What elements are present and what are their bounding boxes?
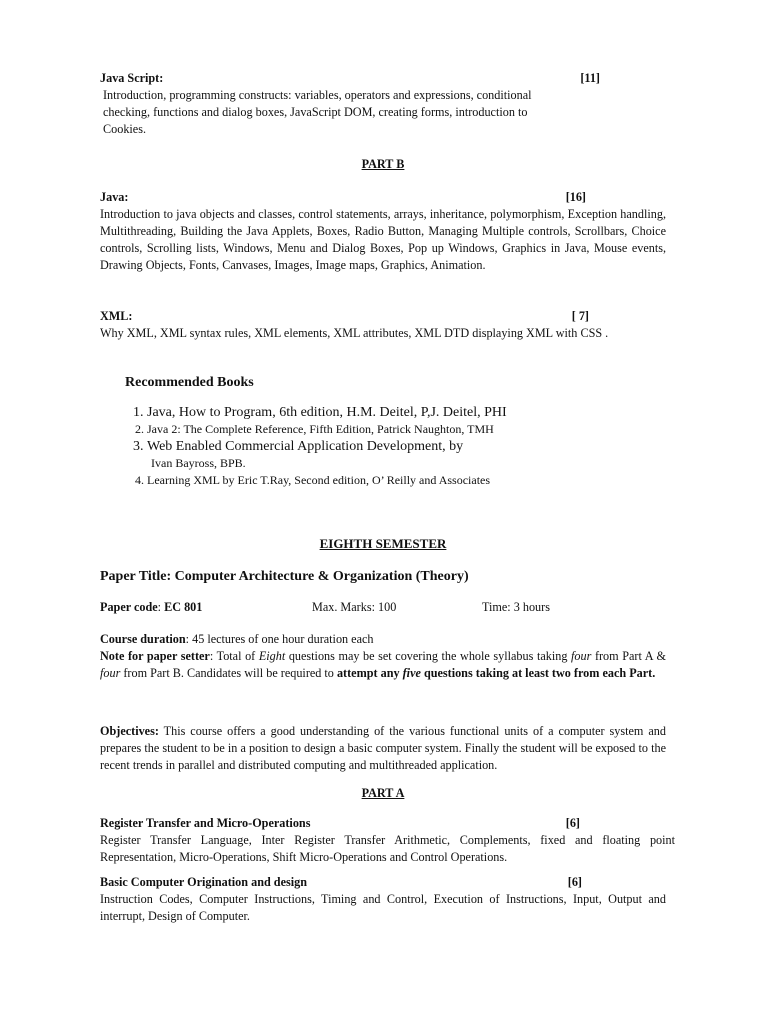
- max-marks: Max. Marks: 100: [312, 600, 397, 614]
- note-text: from Part B. Candidates will be required to: [120, 666, 337, 680]
- register-transfer-section: [100, 815, 675, 866]
- course-duration-label: Course duration: [100, 632, 186, 646]
- basic-computer-section: [100, 874, 666, 925]
- xml-heading: [100, 308, 589, 325]
- book-item: 4. Learning XML by Eric T.Ray, Second edition, O’ Reilly and Associates: [147, 472, 665, 489]
- part-b-heading: PART B: [361, 157, 405, 171]
- note-bold: attempt any: [336, 666, 403, 680]
- rtmo-marks: [6]: [565, 816, 580, 830]
- bcod-heading: [100, 874, 582, 891]
- rtmo-heading: [100, 815, 580, 832]
- book-item: [147, 438, 665, 472]
- book-item: 2. Java 2: The Complete Reference, Fifth Edition, Patrick Naughton, TMH: [147, 421, 665, 438]
- bcod-body: Instruction Codes, Computer Instructions, Timing and Control, Execution of Instructions, Input, Output and interrupt, Design of Computer.: [100, 892, 666, 923]
- book-item-author: Ivan Bayross, BPB.: [151, 456, 246, 470]
- semester-heading: EIGHTH SEMESTER: [319, 536, 447, 551]
- java-marks: [16]: [565, 190, 586, 204]
- objectives-label: Objectives:: [100, 724, 159, 738]
- course-duration-value: : 45 lectures of one hour duration each: [185, 632, 374, 646]
- books-list: [125, 404, 665, 489]
- paper-code: Paper code: EC 801: [100, 600, 203, 614]
- exam-time: Time: 3 hours: [482, 600, 550, 614]
- bcod-title: Basic Computer Origination and design: [100, 875, 307, 889]
- rtmo-title: Register Transfer and Micro-Operations: [100, 816, 311, 830]
- part-a-heading: PART A: [361, 786, 405, 800]
- java-title: Java:: [100, 190, 129, 204]
- book-item: 1. Java, How to Program, 6th edition, H.M. Deitel, P,J. Deitel, PHI: [147, 404, 665, 421]
- paper-code-label: Paper code: [100, 600, 158, 614]
- recommended-books: [125, 374, 665, 489]
- note-bold: questions taking at least two from each Part.: [420, 666, 656, 680]
- objectives: [100, 723, 666, 774]
- books-heading: Recommended Books: [125, 375, 254, 390]
- note-label: Note for paper setter: [100, 649, 210, 663]
- xml-marks: [ 7]: [571, 309, 589, 323]
- note-eight: Eight: [258, 649, 286, 663]
- course-duration: [100, 631, 666, 648]
- note-text: from Part A &: [591, 649, 666, 663]
- paper-code-value: EC 801: [164, 600, 203, 614]
- javascript-heading: [100, 70, 600, 87]
- note-four: four: [100, 666, 121, 680]
- rtmo-body: Register Transfer Language, Inter Register Transfer Arithmetic, Complements, fixed and floating point Representation, Micro-Operations, Shift Micro-Operations and Control Operations.: [100, 833, 675, 864]
- note-text: questions may be set covering the whole syllabus taking: [285, 649, 572, 663]
- note-text: : Total of: [209, 649, 259, 663]
- course-details: [100, 631, 666, 682]
- xml-body: Why XML, XML syntax rules, XML elements, XML attributes, XML DTD displaying XML with CSS .: [100, 326, 609, 340]
- javascript-marks: [11]: [580, 71, 600, 85]
- java-section: [100, 189, 666, 274]
- xml-title: XML:: [100, 309, 133, 323]
- note-five: five: [402, 666, 421, 680]
- javascript-body: Introduction, programming constructs: variables, operators and expressions, conditional checking, functions and dialog boxes, JavaScript DOM, creating forms, introduction to Cookies.: [103, 88, 532, 136]
- xml-section: [100, 308, 666, 342]
- note-for-setter: [100, 648, 666, 682]
- java-heading: [100, 189, 586, 206]
- javascript-title: Java Script:: [100, 71, 164, 85]
- java-body: Introduction to java objects and classes, control statements, arrays, inheritance, polymorphism, Exception handling, Multithreading, Building the Java Applets, Boxes, Radio Button, Managing Multiple controls, Scrollbars, Choice controls, Scrolling lists, Windows, Menu and Dialog Boxes, Pop up Windows, Graphics in Java, Mouse events, Drawing Objects, Fonts, Canvases, Images, Image maps, Graphics, Animation.: [100, 207, 666, 272]
- objectives-body: This course offers a good understanding of the various functional units of a computer system and prepares the student to be in a position to design a basic computer system. Finally the student will be exposed to the recent trends in parallel and distributed computing and multithreaded application.: [100, 724, 666, 772]
- bcod-marks: [6]: [567, 875, 582, 889]
- javascript-section: [100, 70, 600, 138]
- book-item-text: Web Enabled Commercial Application Development, by: [147, 439, 464, 454]
- paper-title: Paper Title: Computer Architecture & Organization (Theory): [100, 569, 469, 584]
- note-four: four: [571, 649, 592, 663]
